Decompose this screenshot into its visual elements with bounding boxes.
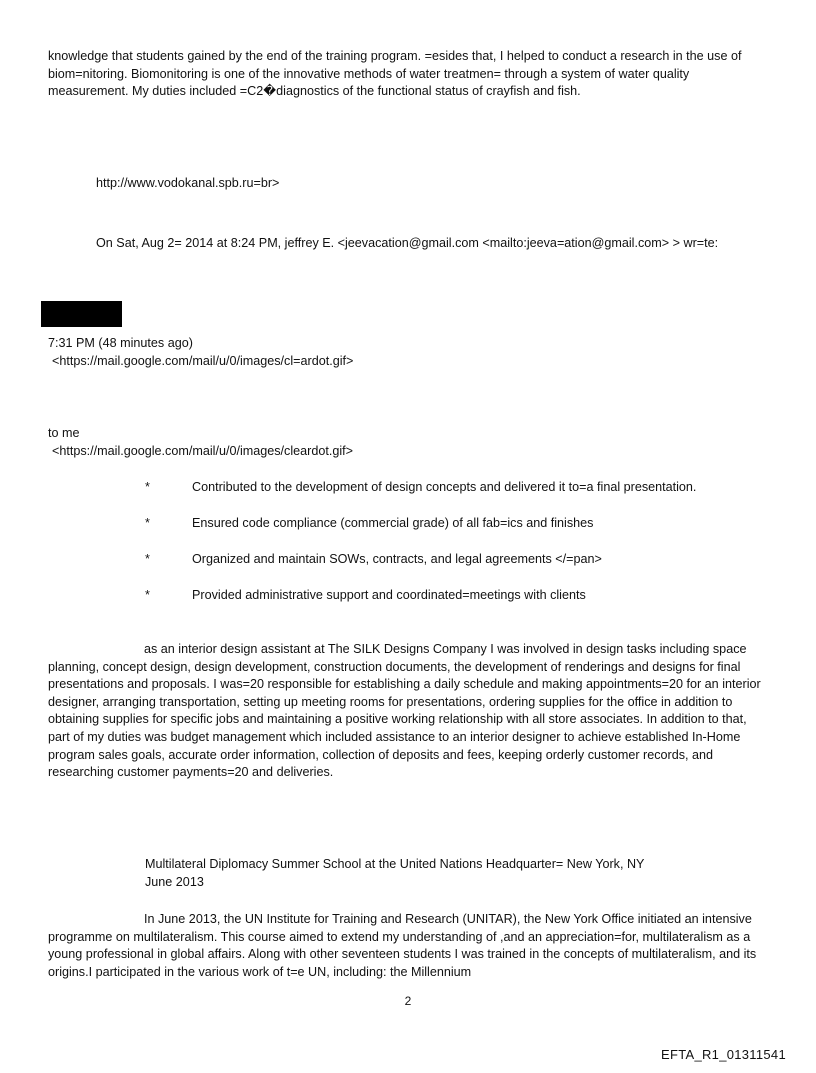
- bullet-text: Organized and maintain SOWs, contracts, and legal agreements </=pan>: [192, 552, 602, 566]
- page-number: 2: [404, 994, 412, 1008]
- recipient-line: to me: [48, 426, 80, 440]
- redaction-box: [41, 301, 122, 327]
- bullet-text: Ensured code compliance (commercial grade) of all fab=ics and finishes: [192, 516, 594, 530]
- document-id-footer: EFTA_R1_01311541: [660, 1047, 786, 1062]
- image-link-2: <https://mail.google.com/mail/u/0/images/cleardot.gif>: [52, 444, 354, 458]
- body-paragraph-intro: knowledge that students gained by the end of the training program. =esides that, I helped to conduct a research in the use of biom=nitoring. Biomonitoring is one of the innovative methods of water treatmen= through a system of water quality measurement. My duties included =C2�diagnostics of the functional status of crayfish and fish.: [48, 49, 742, 99]
- timestamp-line: 7:31 PM (48 minutes ago): [48, 336, 193, 350]
- silk-paragraph-text: as an interior design assistant at The SILK Designs Company I was involved in design tasks including space planning, concept design, design development, construction documents, the development of renderings and designs for final presentations and proposals. I was=20 responsible for establishing a daily schedule and making appointments=20 for an interior designer, arranging transportation, setting up meeting rooms for presentations, ordering supplies for the office in addition to obtaining supplies for specific jobs and maintaining a positive working relationship with all store associates. In addition to that, part of my duties was budget management which included assistance to an interior designer to achieve established In-Home program sales goals, accurate order information, collection of deposits and fees, keeping orderly customer records, and researching customer payments=20 and deliveries.: [48, 642, 761, 780]
- bullet-text: Contributed to the development of design concepts and delivered it to=a final presentation.: [192, 480, 697, 494]
- section-heading: Multilateral Diplomacy Summer School at the United Nations Headquarter= New York, NY: [145, 857, 645, 871]
- email-quote-header: On Sat, Aug 2= 2014 at 8:24 PM, jeffrey E. <jeevacation@gmail.com <mailto:jeeva=ation@gmail.com> > wr=te:: [96, 236, 719, 250]
- image-link-1: <https://mail.google.com/mail/u/0/images/cl=ardot.gif>: [52, 354, 354, 368]
- bullet-marker: *: [145, 552, 150, 566]
- body-paragraph-un: [48, 911, 770, 981]
- bullet-text: Provided administrative support and coordinated=meetings with clients: [192, 588, 586, 602]
- body-paragraph-silk: [48, 641, 770, 782]
- section-date: June 2013: [145, 875, 204, 889]
- bullet-marker: *: [145, 588, 150, 602]
- bullet-marker: *: [145, 516, 150, 530]
- url-line: http://www.vodokanal.spb.ru=br>: [96, 176, 280, 190]
- un-paragraph-text: In June 2013, the UN Institute for Training and Research (UNITAR), the New York Office initiated an intensive programme on multilateralism. This course aimed to extend my understanding of ,and an appreciation=for, multilateralism as a young professional in global affairs. Along with other seventeen students I was trained in the concepts of multilateralism, and its origins.I participated in the various work of t=e UN, including: the Millennium: [48, 912, 757, 979]
- bullet-marker: *: [145, 480, 150, 494]
